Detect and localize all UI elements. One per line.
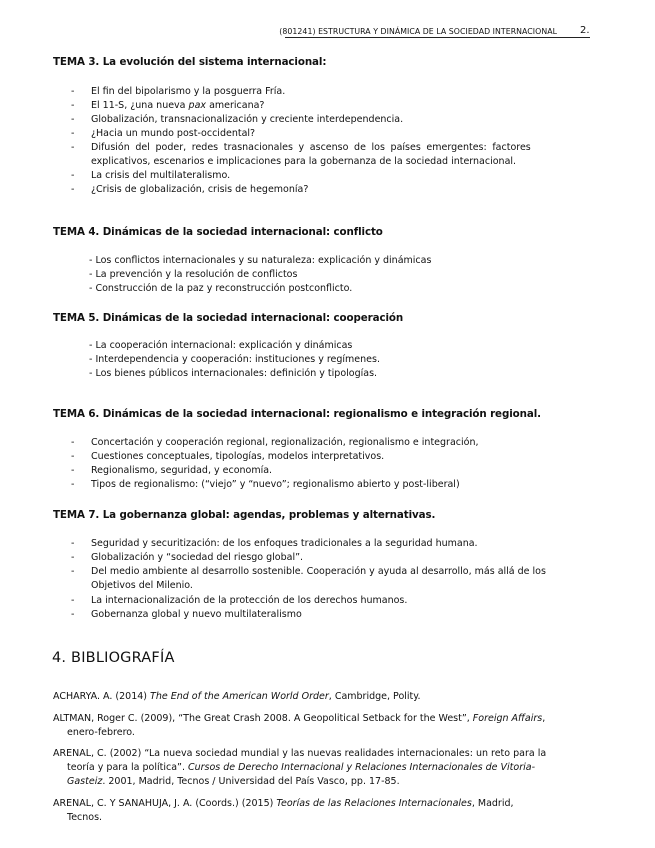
tema5-heading: TEMA 5. Dinámicas de la sociedad internacional: cooperación bbox=[53, 312, 404, 324]
header-title: (801241) ESTRUCTURA Y DINÁMICA DE LA SOCIEDAD INTERNACIONAL bbox=[279, 27, 557, 36]
list-item: - La cooperación internacional: explicación y dinámicas bbox=[89, 340, 353, 351]
bibliography-entry: ALTMAN, Roger C. (2009), “The Great Crash 2008. A Geopolitical Setback for the West”, Foreign Affairs, enero-febrero. bbox=[53, 713, 546, 738]
page-number: 2. bbox=[580, 25, 590, 36]
list-item: - Los conflictos internacionales y su naturaleza: explicación y dinámicas bbox=[89, 255, 432, 266]
list-item: - Interdependencia y cooperación: instituciones y regímenes. bbox=[89, 354, 380, 365]
list-item: - Construcción de la paz y reconstrucción postconflicto. bbox=[89, 283, 353, 294]
tema4-heading: TEMA 4. Dinámicas de la sociedad internacional: conflicto bbox=[53, 226, 383, 238]
header-rule bbox=[285, 37, 590, 38]
bibliography-heading: 4. BIBLIOGRAFÍA bbox=[52, 650, 175, 666]
bibliography-entry: ARENAL, C. (2002) “La nueva sociedad mundial y las nuevas realidades internacionales: un reto para la teoría y para la política”. Cursos de Derecho Internacional y Relaciones Internacionales de Vitoria- Gasteiz. 2001, Madrid, Tecnos / Universidad del País Vasco, pp. 17-85. bbox=[53, 748, 547, 787]
page-header bbox=[0, 0, 655, 40]
tema6-heading: TEMA 6. Dinámicas de la sociedad internacional: regionalismo e integración regional. bbox=[53, 408, 541, 420]
bibliography-entry: ACHARYA. A. (2014) The End of the American World Order, Cambridge, Polity. bbox=[53, 691, 421, 702]
list-item: - La prevención y la resolución de conflictos bbox=[89, 269, 298, 280]
list-item: - Los bienes públicos internacionales: definición y tipologías. bbox=[89, 368, 378, 379]
document-page: (801241) ESTRUCTURA Y DINÁMICA DE LA SOCIEDAD INTERNACIONAL 2. TEMA 3. La evolución del sistema internacional: - El fin del bipolarismo y la posguerra Fría. - El 11-S, ¿una nueva pax americana? - Globalización, transnacionalización y creciente interdependencia. - ¿Hacia un mundo post-occidental? - Difusión del poder, redes trasnacionales y ascenso de los países emergentes: factores explicativos, escenarios e implicaciones para la gobernanza de la sociedad internacional. - La crisis del multilateralismo. - ¿Crisis de globalización, crisis de hegemonía? TEMA 4. Dinámicas de la sociedad internacional: conflicto - Los conflictos internacionales y su naturaleza: explicación y dinámicas - La prevención y la resolución de conflictos - Construcción de la paz y reconstrucción postconflicto. TEMA 5. Dinámicas de la sociedad internacional: cooperación - La cooperación internacional: explicación y dinámicas - Interdependencia y cooperación: instituciones y regímenes. - Los bienes públicos internacionales: definición y tipologías. TEMA 6. Dinámicas de la sociedad internacional: regionalismo e integración regional. - Concertación y cooperación regional, regionalización, regionalismo e integración, - Cuestiones conceptuales, tipologías, modelos interpretativos. - Regionalismo, seguridad, y economía. - Tipos de regionalismo: (“viejo” y “nuevo”; regionalismo abierto y post-liberal) TEMA 7. La gobernanza global: agendas, problemas y alternativas. - Seguridad y securitización: de los enfoques tradicionales a la seguridad humana. - Globalización y “sociedad del riesgo global”. - Del medio ambiente al desarrollo sostenible. Cooperación y ayuda al desarrollo, más allá de los Objetivos del Milenio. - La internacionalización de la protección de los derechos humanos. - Gobernanza global y nuevo multilateralismo 4. BIBLIOGRAFÍA ACHARYA. A. (2014) The End of the American World Order, Cambridge, Polity. ALTMAN, Roger C. (2009), “The Great Crash 2008. A Geopolitical Setback for the West”, Foreign Affairs, enero-febrero. ARENAL, C. (2002) “La nueva sociedad mundial y las nuevas realidades internacionales: un reto para la teoría y para la política”. Cursos de Derecho Internacional y Relaciones Internacionales de Vitoria- Gasteiz. 2001, Madrid, Tecnos / Universidad del País Vasco, pp. 17-85. ARENAL, C. Y SANAHUJA, J. A. (Coords.) (2015) Teorías de las Relaciones Internacionales, Madrid, Tecnos. bbox=[0, 0, 655, 848]
tema7-heading: TEMA 7. La gobernanza global: agendas, problemas y alternativas. bbox=[53, 509, 436, 521]
tema3-heading: TEMA 3. La evolución del sistema internacional: bbox=[53, 56, 327, 68]
bibliography-entry: ARENAL, C. Y SANAHUJA, J. A. (Coords.) (2015) Teorías de las Relaciones Internacionales, Madrid, Tecnos. bbox=[53, 798, 514, 823]
